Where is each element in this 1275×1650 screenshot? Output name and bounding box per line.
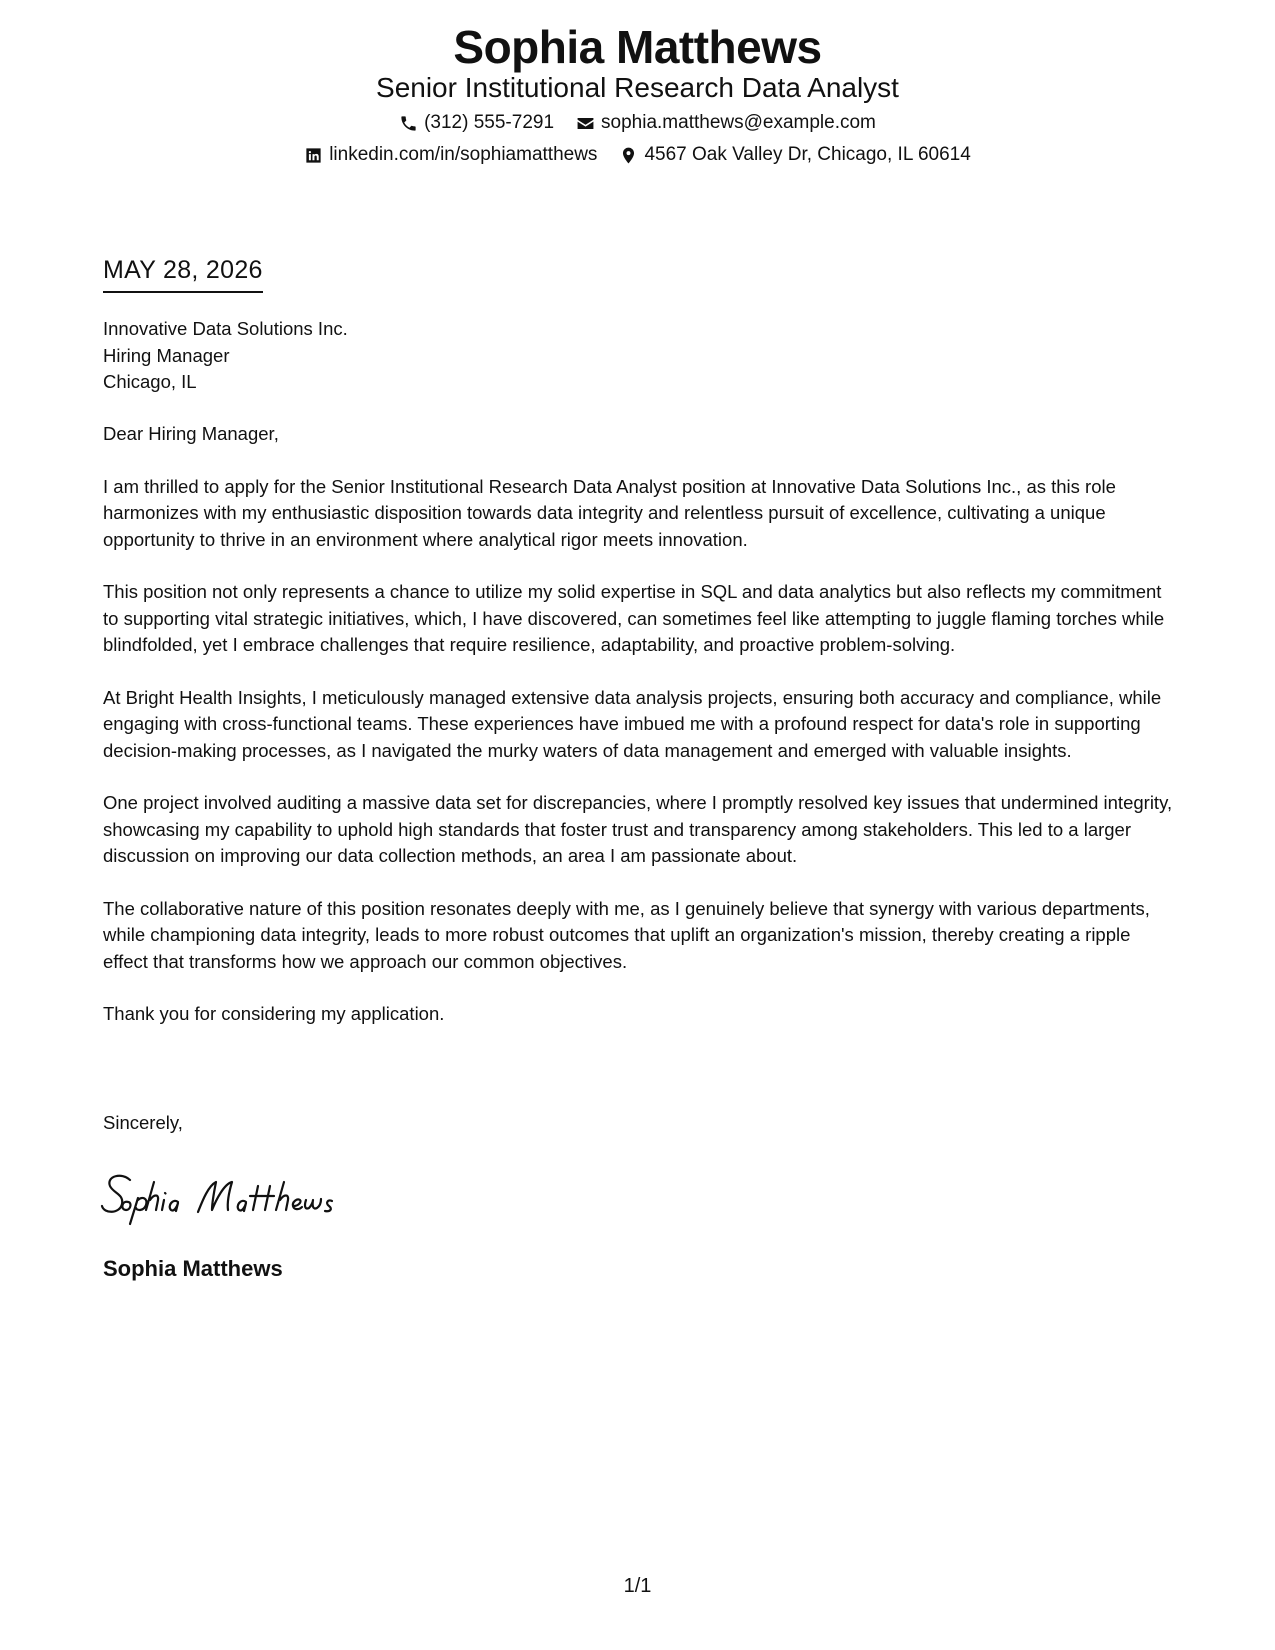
page-indicator: 1/1 <box>623 1575 652 1597</box>
letter-body <box>103 421 1175 1054</box>
envelope-icon <box>576 114 595 133</box>
email-address[interactable]: sophia.matthews@example.com <box>601 112 876 133</box>
thank-you-line: Thank you for considering my application. <box>103 1003 445 1024</box>
linkedin-url[interactable]: linkedin.com/in/sophiamatthews <box>329 144 598 165</box>
linkedin-contact <box>304 144 597 166</box>
body-paragraph: One project involved auditing a massive data set for discrepancies, where I promptly resolved key issues that undermined integrity, showcasing my capability to uphold high standards that foster trust and transparency among stakeholders. This led to a larger discussion on improving our data collection methods, an area I am passionate about. <box>103 792 1173 866</box>
phone-number: (312) 555-7291 <box>424 112 555 133</box>
body-paragraph: The collaborative nature of this position resonates deeply with me, as I genuinely believe that synergy with various departments, while championing data integrity, leads to more robust outcomes that uplift an organization's mission, thereby creating a ripple effect that transforms how we approach our common objectives. <box>103 897 1150 972</box>
email-contact <box>576 112 876 134</box>
signature-image <box>100 1168 370 1228</box>
recipient-role: Hiring Manager <box>103 344 230 366</box>
closing: Sincerely, <box>103 1112 183 1133</box>
applicant-name: Sophia Matthews <box>453 21 822 73</box>
letter-date: MAY 28, 2026 <box>103 256 263 293</box>
body-paragraph: This position not only represents a chance to utilize my solid expertise in SQL and data analytics but also reflects my commitment to supporting vital strategic initiatives, which, I have discovered, can sometimes feel like attempting to juggle flaming torches while blindfolded, yet I embrace challenges that require resilience, adaptability, and proactive problem-solving. <box>103 581 1165 655</box>
recipient-company: Innovative Data Solutions Inc. <box>103 318 348 339</box>
contact-row-1 <box>0 112 1275 134</box>
applicant-title: Senior Institutional Research Data Analyst <box>376 72 899 103</box>
recipient-location: Chicago, IL <box>103 371 197 392</box>
linkedin-icon <box>304 146 323 165</box>
recipient-block <box>103 316 348 396</box>
phone-icon <box>399 114 418 133</box>
body-paragraph: At Bright Health Insights, I meticulously managed extensive data analysis projects, ensuring both accuracy and compliance, while engaging with cross-functional teams. These experiences have imbued me with a profound respect for data's role in supporting decision-making processes, as I navigated the murky waters of data management and emerged with valuable insights. <box>103 686 1162 761</box>
body-paragraph: I am thrilled to apply for the Senior Institutional Research Data Analyst position at Innovative Data Solutions Inc., as this role harmonizes with my enthusiastic disposition towards data integrity and relentless pursuit of excellence, cultivating a unique opportunity to thrive in an environment where analytical rigor meets innovation. <box>103 475 1116 550</box>
handwritten-signature <box>100 1168 370 1228</box>
greeting: Dear Hiring Manager, <box>103 423 279 444</box>
address-contact <box>619 144 970 166</box>
phone-contact <box>399 112 554 134</box>
street-address: 4567 Oak Valley Dr, Chicago, IL 60614 <box>644 144 971 165</box>
signed-name: Sophia Matthews <box>103 1256 283 1281</box>
map-marker-icon <box>619 146 638 165</box>
contact-row-2 <box>0 144 1275 166</box>
